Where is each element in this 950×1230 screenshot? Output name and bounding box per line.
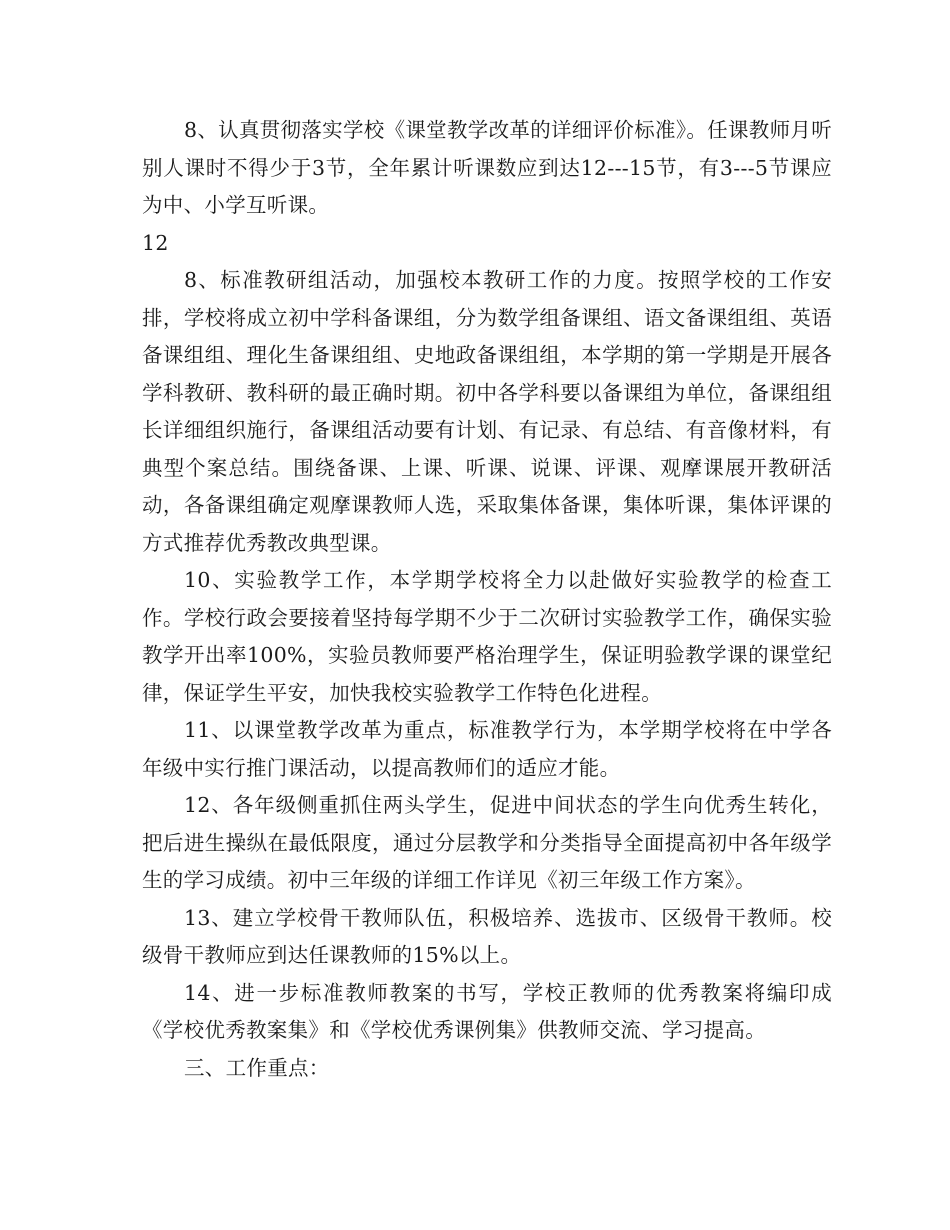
section-heading-work-focus: 三、工作重点： — [184, 1055, 330, 1080]
paragraph-item-11-classroom-reform: 11、以课堂教学改革为重点，标准教学行为，本学期学校将在中学各年级中实行推门课活动，以提高教师们的适应才能。 — [142, 718, 832, 780]
page-number: 12 — [142, 230, 169, 255]
paragraph-item-8-lesson-observation: 8、认真贯彻落实学校《课堂教学改革的详细评价标准》。任课教师月听别人课时不得少于3节，全年累计听课数应到达12---15节，有3---5节课应为中、小学互听课。 — [142, 118, 832, 217]
paragraph-item-13-backbone-teachers: 13、建立学校骨干教师队伍，积极培养、选拔市、区级骨干教师。校级骨干教师应到达任课教师的15%以上。 — [142, 905, 832, 967]
paragraph-item-8-teaching-research: 8、标准教研组活动，加强校本教研工作的力度。按照学校的工作安排，学校将成立初中学科备课组，分为数学组备课组、语文备课组组、英语备课组组、理化生备课组组、史地政备课组组，本学期的第一学期是开展各学科教研、教科研的最正确时期。初中各学科要以备课组为单位，备课组组长详细组织施行，备课组活动要有计划、有记录、有总结、有音像材料，有典型个案总结。围绕备课、上课、听课、说课、评课、观摩课展开教研活动，各备课组确定观摩课教师人选，采取集体备课，集体听课，集体评课的方式推荐优秀教改典型课。 — [142, 268, 832, 555]
paragraph-item-14-lesson-plans: 14、进一步标准教师教案的书写，学校正教师的优秀教案将编印成《学校优秀教案集》和《学校优秀课例集》供教师交流、学习提高。 — [142, 980, 832, 1042]
document-page — [142, 112, 832, 1087]
paragraph-item-12-grade-students: 12、各年级侧重抓住两头学生，促进中间状态的学生向优秀生转化，把后进生操纵在最低限度，通过分层教学和分类指导全面提高初中各年级学生的学习成绩。初中三年级的详细工作详见《初三年级工作方案》。 — [142, 793, 832, 892]
paragraph-item-10-experiment-teaching: 10、实验教学工作，本学期学校将全力以赴做好实验教学的检查工作。学校行政会要接着坚持每学期不少于二次研讨实验教学工作，确保实验教学开出率100%，实验员教师要严格治理学生，保证明验教学课的课堂纪律，保证学生平安，加快我校实验教学工作特色化进程。 — [142, 568, 832, 705]
